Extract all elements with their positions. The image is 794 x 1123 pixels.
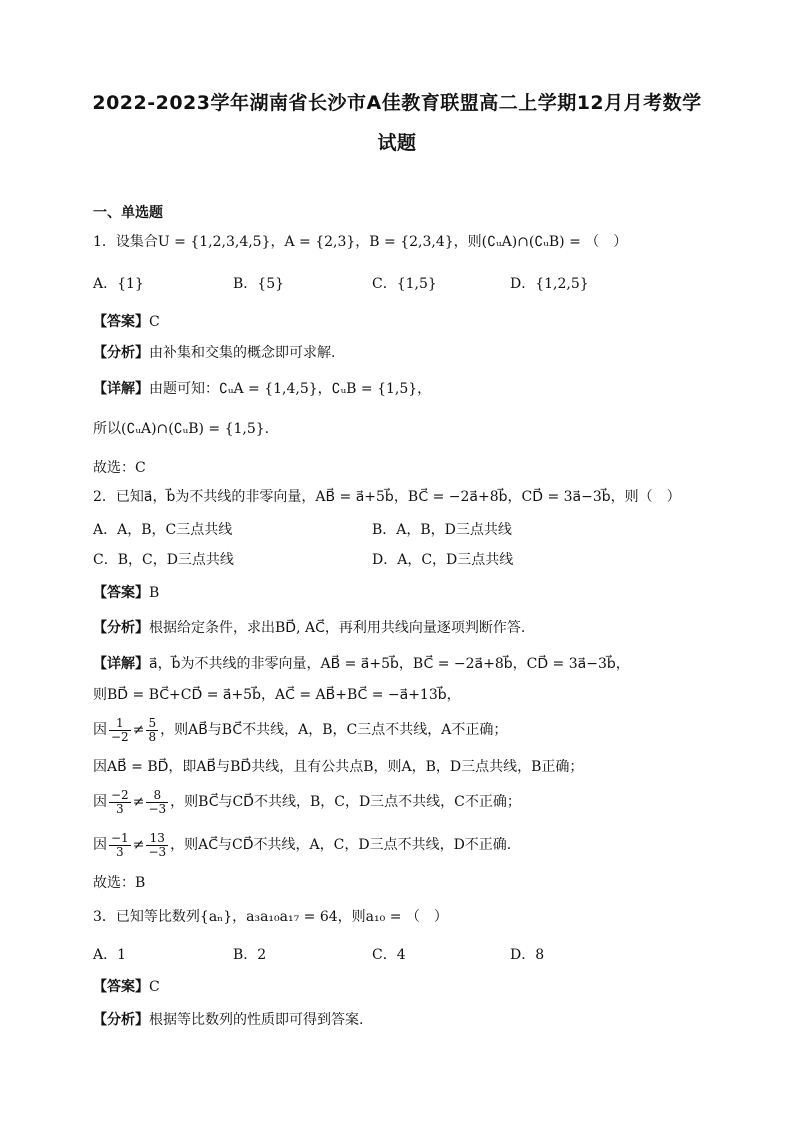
judge-prefix: 因 — [93, 722, 107, 738]
q2-option-d: D．A，C，D三点共线 — [372, 552, 514, 568]
analysis-tag: 【分析】 — [93, 345, 149, 361]
q2-judge-b: 因AB⃗ = BD⃗，即AB⃗与BD⃗共线，且有公共点B，则A，B，D三点共线，B正确； — [93, 759, 584, 775]
q1-option-d: D．{1,2,5} — [510, 276, 589, 292]
q3-option-b: B．2 — [233, 947, 267, 963]
fraction-denominator: −3 — [148, 844, 167, 859]
answer-value: B — [149, 585, 160, 601]
fraction-numerator: 8 — [146, 789, 168, 803]
fraction — [109, 717, 131, 744]
analysis-tag: 【分析】 — [93, 620, 149, 636]
q1-answer — [93, 313, 160, 331]
analysis-text: 根据等比数列的性质即可得到答案. — [149, 1012, 364, 1028]
q1-option-b: B．{5} — [233, 276, 285, 292]
fraction-numerator: −2 — [111, 787, 129, 802]
q3-stem: 3．已知等比数列{aₙ}，a₃a₁₀a₁₇ = 64，则a₁₀ = （ ） — [93, 909, 448, 925]
q2-analysis — [93, 619, 525, 637]
answer-tag: 【答案】 — [93, 585, 149, 601]
q2-detail-line2: 则BD⃗ = BC⃗+CD⃗ = a⃗+5b⃗，AC⃗ = AB⃗+BC⃗ = −a⃗+13b⃗， — [93, 687, 461, 703]
q1-option-a: A．{1} — [93, 276, 144, 292]
fraction-denominator: 3 — [116, 844, 124, 859]
q1-analysis — [93, 344, 335, 362]
judge-prefix: 因 — [93, 794, 107, 810]
answer-value: C — [149, 979, 160, 995]
answer-tag: 【答案】 — [93, 979, 149, 995]
q2-option-a: A．A，B，C三点共线 — [93, 522, 233, 538]
q3-option-d: D．8 — [510, 947, 545, 963]
neq-sign: ≠ — [132, 837, 145, 853]
fraction — [146, 789, 168, 816]
answer-value: C — [149, 314, 160, 330]
fraction-denominator: 3 — [116, 801, 124, 816]
judge-text: ，则AC⃗与CD⃗不共线，A，C，D三点不共线，D不正确. — [170, 837, 512, 853]
fraction-denominator: 8 — [148, 729, 157, 744]
q2-option-b: B．A，B，D三点共线 — [372, 522, 512, 538]
judge-text: ，则BC⃗与CD⃗不共线，B，C，D三点不共线，C不正确； — [170, 794, 521, 810]
detail-tag: 【详解】 — [93, 656, 149, 672]
analysis-text: 由补集和交集的概念即可求解. — [149, 345, 336, 361]
fraction-numerator: 5 — [148, 715, 157, 730]
judge-prefix: 因 — [93, 837, 107, 853]
q3-answer — [93, 978, 160, 996]
neq-sign: ≠ — [132, 722, 145, 738]
analysis-tag: 【分析】 — [93, 1012, 149, 1028]
analysis-text: 根据给定条件，求出BD⃗, AC⃗，再利用共线向量逐项判断作答. — [149, 620, 526, 636]
detail-text: 由题可知：∁ᵤA = {1,4,5}，∁ᵤB = {1,5}， — [149, 381, 432, 397]
detail-text: a⃗，b⃗为不共线的非零向量，AB⃗ = a⃗+5b⃗，BC⃗ = −2a⃗+8b⃗，CD⃗ = 3a⃗−3b⃗， — [149, 656, 630, 672]
q2-choose: 故选：B — [93, 875, 146, 891]
q1-stem: 1．设集合U = {1,2,3,4,5}，A = {2,3}，B = {2,3,4}，则(∁ᵤA)∩(∁ᵤB) = （ ） — [93, 234, 628, 250]
fraction — [109, 789, 131, 816]
q2-judge-d — [93, 829, 511, 861]
judge-text: ，则AB⃗与BC⃗不共线，A，B，C三点不共线，A不正确； — [160, 722, 508, 738]
q2-option-c: C．B，C，D三点共线 — [93, 552, 234, 568]
detail-tag: 【详解】 — [93, 381, 149, 397]
q1-choose: 故选：C — [93, 460, 146, 476]
q2-judge-c — [93, 786, 521, 818]
section-heading: 一、单选题 — [93, 205, 163, 221]
neq-sign: ≠ — [132, 794, 145, 810]
answer-tag: 【答案】 — [93, 314, 149, 330]
doc-title-line1: 2022-2023学年湖南省长沙市A佳教育联盟高二上学期12月月考数学 — [92, 92, 702, 114]
q2-answer — [93, 584, 159, 602]
fraction-numerator: 13 — [146, 832, 168, 846]
q3-option-c: C．4 — [372, 947, 406, 963]
q2-stem: 2．已知a⃗，b⃗为不共线的非零向量，AB⃗ = a⃗+5b⃗，BC⃗ = −2a⃗+8b⃗，CD⃗ = 3a⃗−3b⃗，则（ ） — [93, 489, 681, 505]
q1-option-c: C．{1,5} — [372, 276, 437, 292]
q3-option-a: A．1 — [93, 947, 127, 963]
fraction-numerator: 1 — [109, 717, 131, 731]
q1-detail-line2: 所以(∁ᵤA)∩(∁ᵤB) = {1,5}. — [93, 421, 270, 437]
fraction-numerator: −1 — [111, 830, 129, 845]
q3-analysis — [93, 1011, 363, 1029]
q2-detail-line1 — [93, 655, 630, 673]
fraction — [109, 832, 131, 859]
fraction — [146, 717, 158, 744]
q2-judge-a — [93, 714, 507, 746]
fraction-denominator: −2 — [111, 729, 129, 744]
q1-detail-line1 — [93, 380, 431, 398]
doc-title-line2: 试题 — [377, 132, 417, 154]
fraction-denominator: −3 — [148, 801, 167, 816]
fraction — [146, 832, 168, 859]
